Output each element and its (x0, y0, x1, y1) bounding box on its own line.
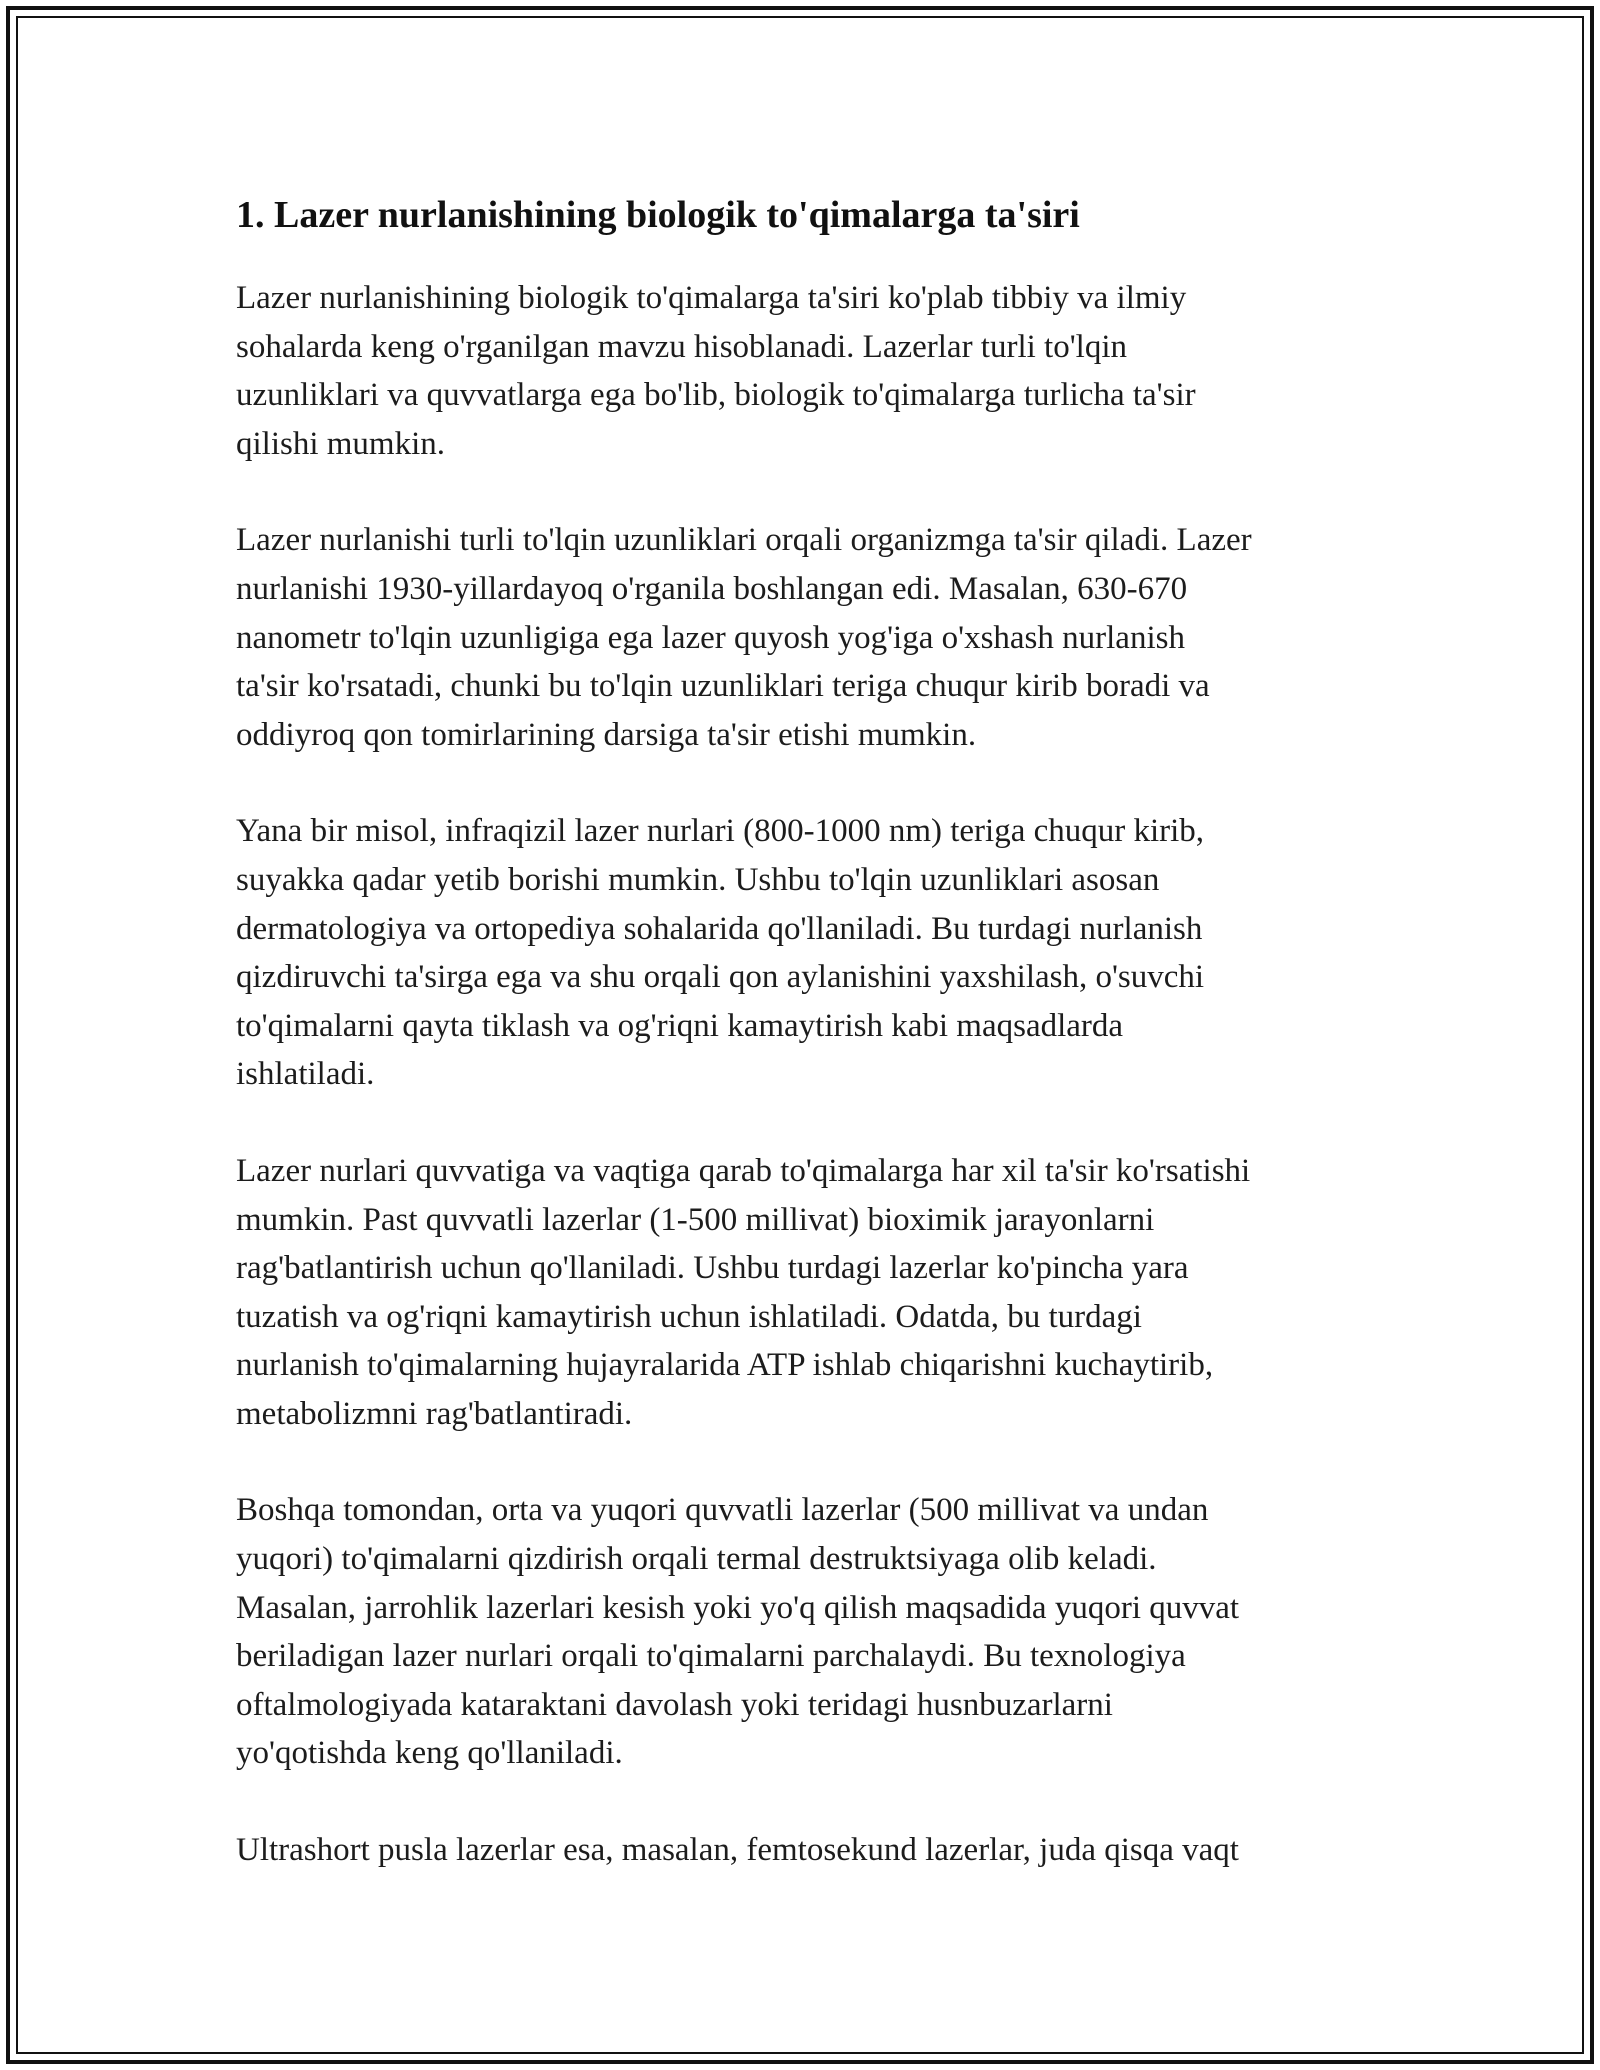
paragraph-3: Yana bir misol, infraqizil lazer nurlari (800-1000 nm) teriga chuqur kirib, suyakka qadar yetib borishi mumkin. Ushbu to'lqin uzunliklari asosan dermatologiya va ortopediya sohalarida qo'llaniladi. Bu turdagi nurlanish qizdiruvchi ta'sirga ega va shu orqali qon aylanishini yaxshilash, o'suvchi to'qimalarni qayta tiklash va og'riqni kamaytirish kabi maqsadlarda ishlatiladi. (236, 813, 1205, 1093)
document-body (236, 184, 1366, 1923)
paragraph-6: Ultrashort pusla lazerlar esa, masalan, femtosekund lazerlar, juda qisqa vaqt (236, 1832, 1239, 1869)
paragraph-5: Boshqa tomondan, orta va yuqori quvvatli lazerlar (500 millivat va undan yuqori) to'qimalarni qizdirish orqali termal destruktsiyaga olib keladi. Masalan, jarrohlik lazerlari kesish yoki yo'q qilish maqsadida yuqori quvvat beriladigan lazer nurlari orqali to'qimalarni parchalaydi. Bu texnologiya oftalmologiyada kataraktani davolash yoki teridagi husnbuzarlarni yo'qotishda keng qo'llaniladi. (236, 1492, 1240, 1772)
section-heading: 1. Lazer nurlanishining biologik to'qimalarga ta'siri (236, 194, 1080, 236)
paragraph-4: Lazer nurlari quvvatiga va vaqtiga qarab to'qimalarga har xil ta'sir ko'rsatishi mumkin. Past quvvatli lazerlar (1-500 millivat) bioximik jarayonlarni rag'batlantirish uchun qo'llaniladi. Ushbu turdagi lazerlar ko'pincha yara tuzatish va og'riqni kamaytirish uchun ishlatiladi. Odatda, bu turdagi nurlanish to'qimalarning hujayralarida ATP ishlab chiqarishni kuchaytirib, metabolizmni rag'batlantiradi. (236, 1152, 1251, 1432)
paragraph-2: Lazer nurlanishi turli to'lqin uzunliklari orqali organizmga ta'sir qiladi. Lazer nurlanishi 1930-yillardayoq o'rganila boshlangan edi. Masalan, 630-670 nanometr to'lqin uzunligiga ega lazer quyosh yog'iga o'xshash nurlanish ta'sir ko'rsatadi, chunki bu to'lqin uzunliklari teriga chuqur kirib boradi va oddiyroq qon tomirlarining darsiga ta'sir etishi mumkin. (236, 522, 1252, 753)
paragraph-1: Lazer nurlanishining biologik to'qimalarga ta'siri ko'plab tibbiy va ilmiy sohalarda keng o'rganilgan mavzu hisoblanadi. Lazerlar turli to'lqin uzunliklari va quvvatlarga ega bo'lib, biologik to'qimalarga turlicha ta'sir qilishi mumkin. (236, 280, 1196, 462)
